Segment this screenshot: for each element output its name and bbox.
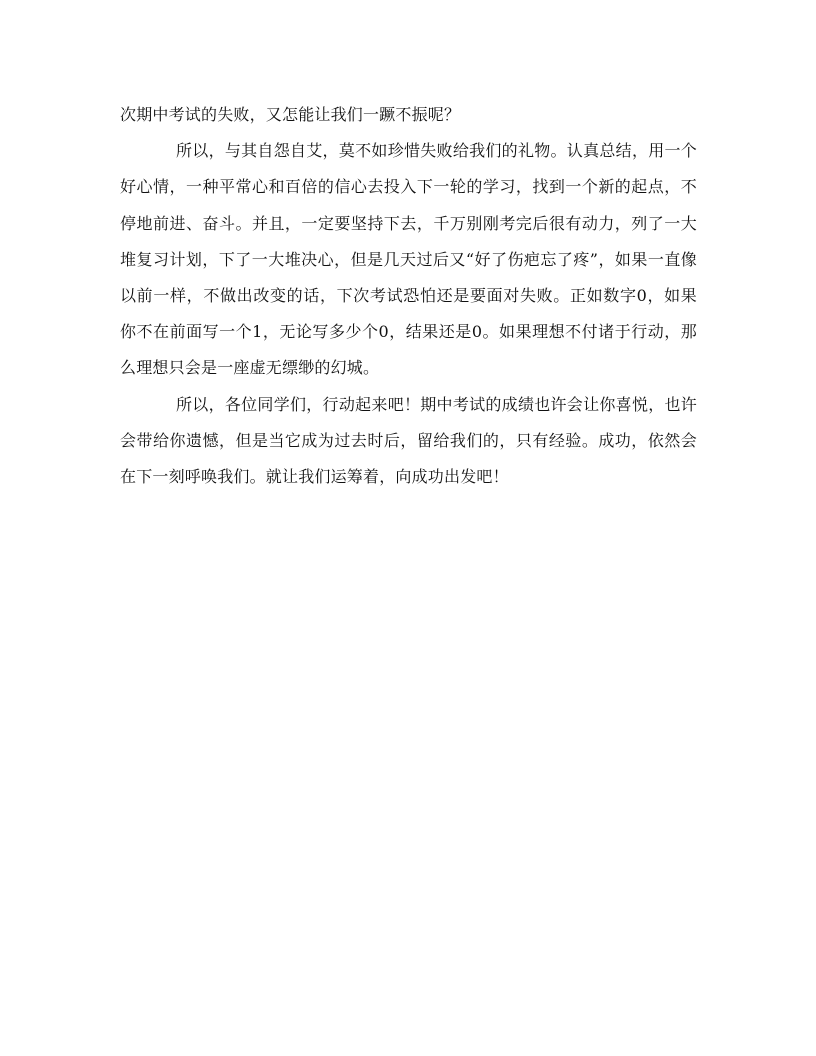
paragraph-summary: 所以，与其自怨自艾，莫不如珍惜失败给我们的礼物。认真总结，用一个好心情，一种平常心和百倍的信心去投入下一轮的学习，找到一个新的起点，不停地前进、奋斗。并且，一定要坚持下去，千万别刚考完后很有动力，列了一大堆复习计划，下了一大堆决心，但是几天过后又“好了伤疤忘了疼”，如果一直像以前一样，不做出改变的话，下次考试恐怕还是要面对失败。正如数字0，如果你不在前面写一个1，无论写多少个0，结果还是0。如果理想不付诸于行动，那么理想只会是一座虚无缥缈的幻城。 <box>120 141 697 378</box>
document-body <box>120 97 697 495</box>
paragraph-continuation: 次期中考试的失败，又怎能让我们一蹶不振呢？ <box>120 105 461 124</box>
paragraph-conclusion: 所以，各位同学们，行动起来吧！期中考试的成绩也许会让你喜悦，也许会带给你遗憾，但是当它成为过去时后，留给我们的，只有经验。成功，依然会在下一刻呼唤我们。就让我们运筹着，向成功出发吧！ <box>120 394 697 487</box>
